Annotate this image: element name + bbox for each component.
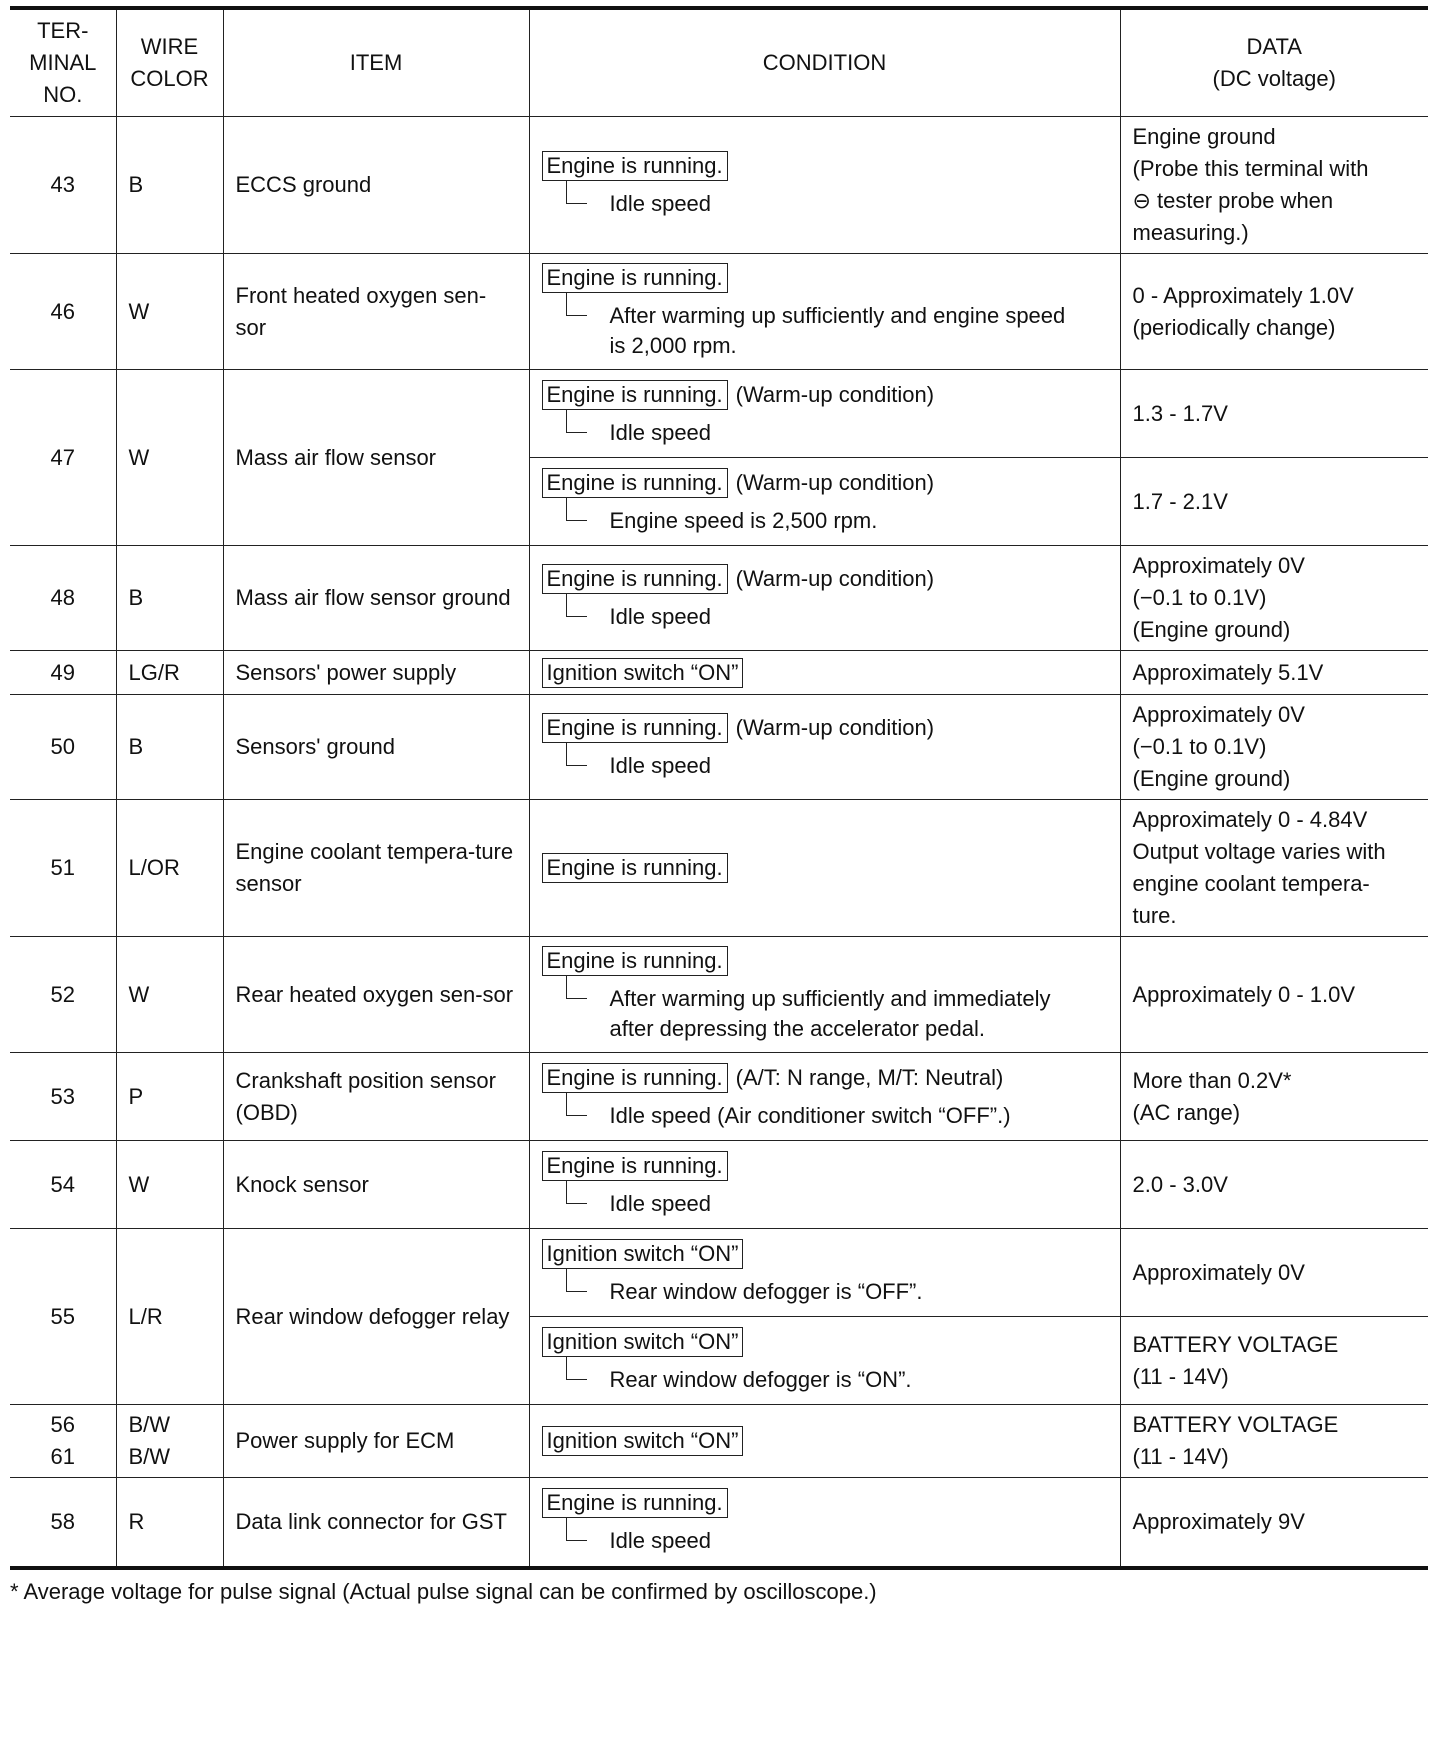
item-cell: Engine coolant tempera-ture sensor — [223, 800, 529, 937]
condition-headline — [542, 468, 1108, 498]
condition-box: Engine is running. — [542, 263, 728, 293]
data-line: Approximately 9V — [1132, 1508, 1305, 1534]
terminal-no-cell — [10, 254, 116, 370]
header-text: (DC voltage) — [1212, 66, 1336, 91]
terminal-no-cell — [10, 800, 116, 937]
sub-condition-line: Idle speed — [609, 604, 712, 629]
condition-block — [542, 562, 1108, 634]
header-text: MINAL — [29, 50, 97, 75]
wire-color: W — [128, 981, 150, 1007]
wire-color-cell — [116, 1053, 223, 1141]
data-line: 1.7 - 2.1V — [1132, 488, 1228, 514]
terminal-no-cell — [10, 937, 116, 1053]
data-line: (periodically change) — [1132, 314, 1336, 340]
condition-headline — [542, 1488, 1108, 1518]
table-row — [10, 1478, 1428, 1568]
terminal-no-cell — [10, 1141, 116, 1229]
condition-headline — [542, 946, 1108, 976]
sub-condition — [542, 189, 1108, 219]
header-condition: CONDITION — [529, 8, 1120, 117]
condition-box: Engine is running. — [542, 1063, 728, 1093]
condition-block — [542, 851, 1108, 885]
data-line: (Engine ground) — [1132, 766, 1291, 791]
data-line: 1.3 - 1.7V — [1132, 400, 1228, 426]
data-line: (11 - 14V) — [1132, 1444, 1229, 1469]
condition-note: (Warm-up condition) — [735, 469, 935, 495]
terminal-number: 55 — [50, 1303, 75, 1329]
data-line: Approximately 0V — [1132, 553, 1305, 578]
footnote: * Average voltage for pulse signal (Actual pulse signal can be confirmed by oscilloscope.) — [10, 1578, 877, 1604]
sub-condition — [542, 418, 1108, 448]
tree-connector-icon — [566, 293, 587, 316]
condition-block — [542, 1061, 1108, 1133]
condition-cell — [529, 695, 1120, 800]
table-row — [10, 937, 1428, 1053]
sub-condition — [542, 1101, 1108, 1131]
ecm-terminal-reference-sheet — [10, 6, 1428, 1606]
sub-condition — [542, 751, 1108, 781]
sub-condition — [542, 1365, 1108, 1395]
terminal-number: 61 — [50, 1444, 75, 1469]
data-line: (11 - 14V) — [1132, 1363, 1229, 1389]
wire-color-cell — [116, 254, 223, 370]
condition-box: Engine is running. — [542, 1151, 728, 1181]
condition-headline — [542, 564, 1108, 594]
wire-color: P — [128, 1083, 144, 1109]
data-cell — [1120, 117, 1428, 254]
terminal-no-cell — [10, 117, 116, 254]
tree-connector-icon — [566, 1357, 587, 1380]
condition-block — [542, 1486, 1108, 1558]
condition-note: (A/T: N range, M/T: Neutral) — [735, 1064, 1004, 1090]
table-row — [10, 370, 1428, 458]
condition-box: Engine is running. — [542, 564, 728, 594]
sub-condition-line: After warming up sufficiently and engine speed — [609, 302, 1066, 328]
data-line: BATTERY VOLTAGE — [1132, 1331, 1339, 1357]
condition-cell — [529, 1229, 1120, 1317]
data-line: (AC range) — [1132, 1099, 1241, 1125]
terminal-no-cell — [10, 1405, 116, 1478]
data-cell — [1120, 651, 1428, 695]
condition-box: Ignition switch “ON” — [542, 1327, 744, 1357]
condition-block — [542, 1424, 1108, 1458]
data-line: ⊖ tester probe when — [1132, 188, 1334, 213]
condition-note: (Warm-up condition) — [735, 381, 935, 407]
condition-headline — [542, 263, 1108, 293]
data-line: ture. — [1132, 903, 1177, 928]
item-cell: Rear window defogger relay — [223, 1229, 529, 1405]
condition-box: Engine is running. — [542, 853, 728, 883]
condition-cell — [529, 458, 1120, 546]
data-cell — [1120, 1405, 1428, 1478]
condition-cell — [529, 546, 1120, 651]
data-cell — [1120, 1317, 1428, 1405]
condition-cell — [529, 651, 1120, 695]
condition-note: (Warm-up condition) — [735, 566, 935, 591]
condition-headline — [542, 380, 1108, 410]
terminal-number: 54 — [50, 1171, 75, 1197]
wire-color: L/OR — [128, 855, 180, 880]
table-row — [10, 117, 1428, 254]
condition-block — [542, 711, 1108, 783]
item-cell: Rear heated oxygen sen-sor — [223, 937, 529, 1053]
item-cell: Power supply for ECM — [223, 1405, 529, 1478]
table-row — [10, 1141, 1428, 1229]
terminal-no-cell — [10, 370, 116, 546]
sub-condition — [542, 1277, 1108, 1307]
condition-headline — [542, 658, 1108, 688]
terminal-no-cell — [10, 695, 116, 800]
terminal-number: 48 — [50, 585, 75, 610]
data-cell — [1120, 370, 1428, 458]
data-line: 0 - Approximately 1.0V — [1132, 282, 1354, 308]
condition-cell — [529, 1053, 1120, 1141]
condition-cell — [529, 800, 1120, 937]
item-cell: Data link connector for GST — [223, 1478, 529, 1568]
condition-cell — [529, 1405, 1120, 1478]
table-row — [10, 1405, 1428, 1478]
header-item: ITEM — [223, 8, 529, 117]
wire-color: LG/R — [128, 659, 180, 685]
wire-color-cell — [116, 695, 223, 800]
data-line: Approximately 0V — [1132, 1259, 1305, 1285]
table-header-row — [10, 8, 1428, 117]
condition-headline — [542, 1327, 1108, 1357]
data-cell — [1120, 1053, 1428, 1141]
terminal-number: 47 — [50, 444, 75, 470]
condition-headline — [542, 151, 1108, 181]
sub-condition-line: is 2,000 rpm. — [609, 332, 737, 358]
sub-condition-line: after depressing the accelerator pedal. — [609, 1015, 985, 1041]
condition-block — [542, 1325, 1108, 1397]
tree-connector-icon — [566, 410, 587, 433]
condition-cell — [529, 254, 1120, 370]
sub-condition-line: Idle speed — [609, 753, 712, 778]
tree-connector-icon — [566, 976, 587, 999]
sub-condition-line: Idle speed — [609, 191, 712, 216]
terminal-number: 46 — [50, 298, 75, 324]
terminal-number: 52 — [50, 981, 75, 1007]
condition-box: Engine is running. — [542, 713, 728, 743]
condition-cell — [529, 117, 1120, 254]
condition-headline — [542, 853, 1108, 883]
table-row — [10, 800, 1428, 937]
terminal-number: 49 — [50, 659, 75, 685]
data-cell — [1120, 800, 1428, 937]
table-row — [10, 1229, 1428, 1317]
wire-color: B — [128, 585, 144, 610]
data-cell — [1120, 458, 1428, 546]
sub-condition — [542, 1526, 1108, 1556]
sub-condition — [542, 506, 1108, 536]
wire-color-cell — [116, 1229, 223, 1405]
terminal-no-cell — [10, 1478, 116, 1568]
condition-block — [542, 944, 1108, 1046]
wire-color: L/R — [128, 1303, 163, 1329]
condition-block — [542, 656, 1108, 690]
condition-block — [542, 466, 1108, 538]
header-text: TER- — [37, 18, 89, 43]
condition-block — [542, 378, 1108, 450]
tree-connector-icon — [566, 1181, 587, 1204]
data-cell — [1120, 1141, 1428, 1229]
header-terminal-no — [10, 8, 116, 117]
wire-color-cell — [116, 651, 223, 695]
tree-connector-icon — [566, 743, 587, 766]
table-row — [10, 1053, 1428, 1141]
data-line: (Engine ground) — [1132, 617, 1291, 642]
table-row — [10, 546, 1428, 651]
condition-box: Engine is running. — [542, 151, 728, 181]
header-wire-color — [116, 8, 223, 117]
data-line: Approximately 5.1V — [1132, 659, 1324, 685]
sub-condition — [542, 984, 1108, 1044]
data-cell — [1120, 937, 1428, 1053]
terminal-no-cell — [10, 1053, 116, 1141]
sub-condition — [542, 1189, 1108, 1219]
condition-headline — [542, 713, 1108, 743]
tree-connector-icon — [566, 181, 587, 204]
condition-box: Ignition switch “ON” — [542, 658, 744, 688]
wire-color: B — [128, 734, 144, 759]
wire-color-cell — [116, 1405, 223, 1478]
condition-block — [542, 261, 1108, 363]
tree-connector-icon — [566, 498, 587, 521]
sub-condition-line: Idle speed — [609, 419, 712, 445]
condition-cell — [529, 370, 1120, 458]
condition-block — [542, 1237, 1108, 1309]
sub-condition-line: After warming up sufficiently and immediately — [609, 985, 1051, 1011]
header-text: COLOR — [130, 66, 209, 91]
data-line: Approximately 0 - 1.0V — [1132, 981, 1356, 1007]
item-cell: Mass air flow sensor ground — [223, 546, 529, 651]
header-data — [1120, 8, 1428, 117]
wire-color: W — [128, 298, 150, 324]
wire-color-cell — [116, 1478, 223, 1568]
condition-box: Engine is running. — [542, 468, 728, 498]
data-line: (−0.1 to 0.1V) — [1132, 734, 1267, 759]
data-line: 2.0 - 3.0V — [1132, 1171, 1228, 1197]
condition-cell — [529, 1317, 1120, 1405]
sub-condition-line: Idle speed — [609, 1527, 712, 1553]
terminal-no-cell — [10, 1229, 116, 1405]
wire-color-cell — [116, 937, 223, 1053]
wire-color-cell — [116, 546, 223, 651]
wire-color-cell — [116, 800, 223, 937]
terminal-number: 58 — [50, 1508, 75, 1534]
wire-color: B/W — [128, 1444, 171, 1469]
condition-block — [542, 1149, 1108, 1221]
table-row — [10, 695, 1428, 800]
condition-headline — [542, 1151, 1108, 1181]
item-cell: Sensors' ground — [223, 695, 529, 800]
item-cell: Front heated oxygen sen-sor — [223, 254, 529, 370]
sub-condition-line: Rear window defogger is “ON”. — [609, 1366, 912, 1392]
tree-connector-icon — [566, 1093, 587, 1116]
data-line: measuring.) — [1132, 220, 1249, 245]
sub-condition-line: Engine speed is 2,500 rpm. — [609, 507, 878, 533]
condition-headline — [542, 1426, 1108, 1456]
condition-box: Engine is running. — [542, 1488, 728, 1518]
condition-box: Engine is running. — [542, 380, 728, 410]
data-line: More than 0.2V* — [1132, 1067, 1292, 1093]
wire-color: W — [128, 1171, 150, 1197]
header-text: DATA — [1246, 34, 1302, 59]
sub-condition-line: Idle speed — [609, 1190, 712, 1216]
terminal-number: 43 — [50, 172, 75, 197]
terminal-number: 50 — [50, 734, 75, 759]
data-cell — [1120, 546, 1428, 651]
wire-color: B — [128, 172, 144, 197]
data-line: Approximately 0V — [1132, 702, 1305, 727]
condition-headline — [542, 1239, 1108, 1269]
item-cell: Mass air flow sensor — [223, 370, 529, 546]
condition-box: Ignition switch “ON” — [542, 1239, 744, 1269]
data-line: (Probe this terminal with — [1132, 156, 1369, 181]
condition-block — [542, 149, 1108, 221]
condition-cell — [529, 1141, 1120, 1229]
data-line: Approximately 0 - 4.84V — [1132, 807, 1368, 832]
tree-connector-icon — [566, 594, 587, 617]
tree-connector-icon — [566, 1269, 587, 1292]
terminal-number: 56 — [50, 1412, 75, 1437]
header-text: NO. — [43, 82, 83, 107]
table-row — [10, 651, 1428, 695]
item-cell: Knock sensor — [223, 1141, 529, 1229]
item-cell: Crankshaft position sensor (OBD) — [223, 1053, 529, 1141]
ecm-terminal-table — [10, 6, 1428, 1570]
data-line: engine coolant tempera- — [1132, 871, 1370, 896]
terminal-no-cell — [10, 546, 116, 651]
table-body — [10, 117, 1428, 1568]
wire-color: B/W — [128, 1412, 171, 1437]
terminal-number: 51 — [50, 855, 75, 880]
wire-color: R — [128, 1508, 145, 1534]
wire-color-cell — [116, 370, 223, 546]
wire-color-cell — [116, 1141, 223, 1229]
data-cell — [1120, 695, 1428, 800]
condition-cell — [529, 1478, 1120, 1568]
sub-condition-line: Idle speed (Air conditioner switch “OFF”.) — [609, 1102, 1011, 1128]
data-line: Engine ground — [1132, 124, 1276, 149]
data-line: Output voltage varies with — [1132, 839, 1386, 864]
wire-color: W — [128, 444, 150, 470]
table-row — [10, 254, 1428, 370]
sub-condition-line: Rear window defogger is “OFF”. — [609, 1278, 923, 1304]
condition-headline — [542, 1063, 1108, 1093]
terminal-no-cell — [10, 651, 116, 695]
condition-box: Ignition switch “ON” — [542, 1426, 744, 1456]
terminal-number: 53 — [50, 1083, 75, 1109]
condition-box: Engine is running. — [542, 946, 728, 976]
data-line: (−0.1 to 0.1V) — [1132, 585, 1267, 610]
data-cell — [1120, 254, 1428, 370]
item-cell: ECCS ground — [223, 117, 529, 254]
condition-note: (Warm-up condition) — [735, 715, 935, 740]
item-cell: Sensors' power supply — [223, 651, 529, 695]
data-cell — [1120, 1229, 1428, 1317]
data-line: BATTERY VOLTAGE — [1132, 1412, 1339, 1437]
tree-connector-icon — [566, 1518, 587, 1541]
wire-color-cell — [116, 117, 223, 254]
data-cell — [1120, 1478, 1428, 1568]
sub-condition — [542, 301, 1108, 361]
condition-cell — [529, 937, 1120, 1053]
sub-condition — [542, 602, 1108, 632]
header-text: WIRE — [140, 34, 199, 59]
